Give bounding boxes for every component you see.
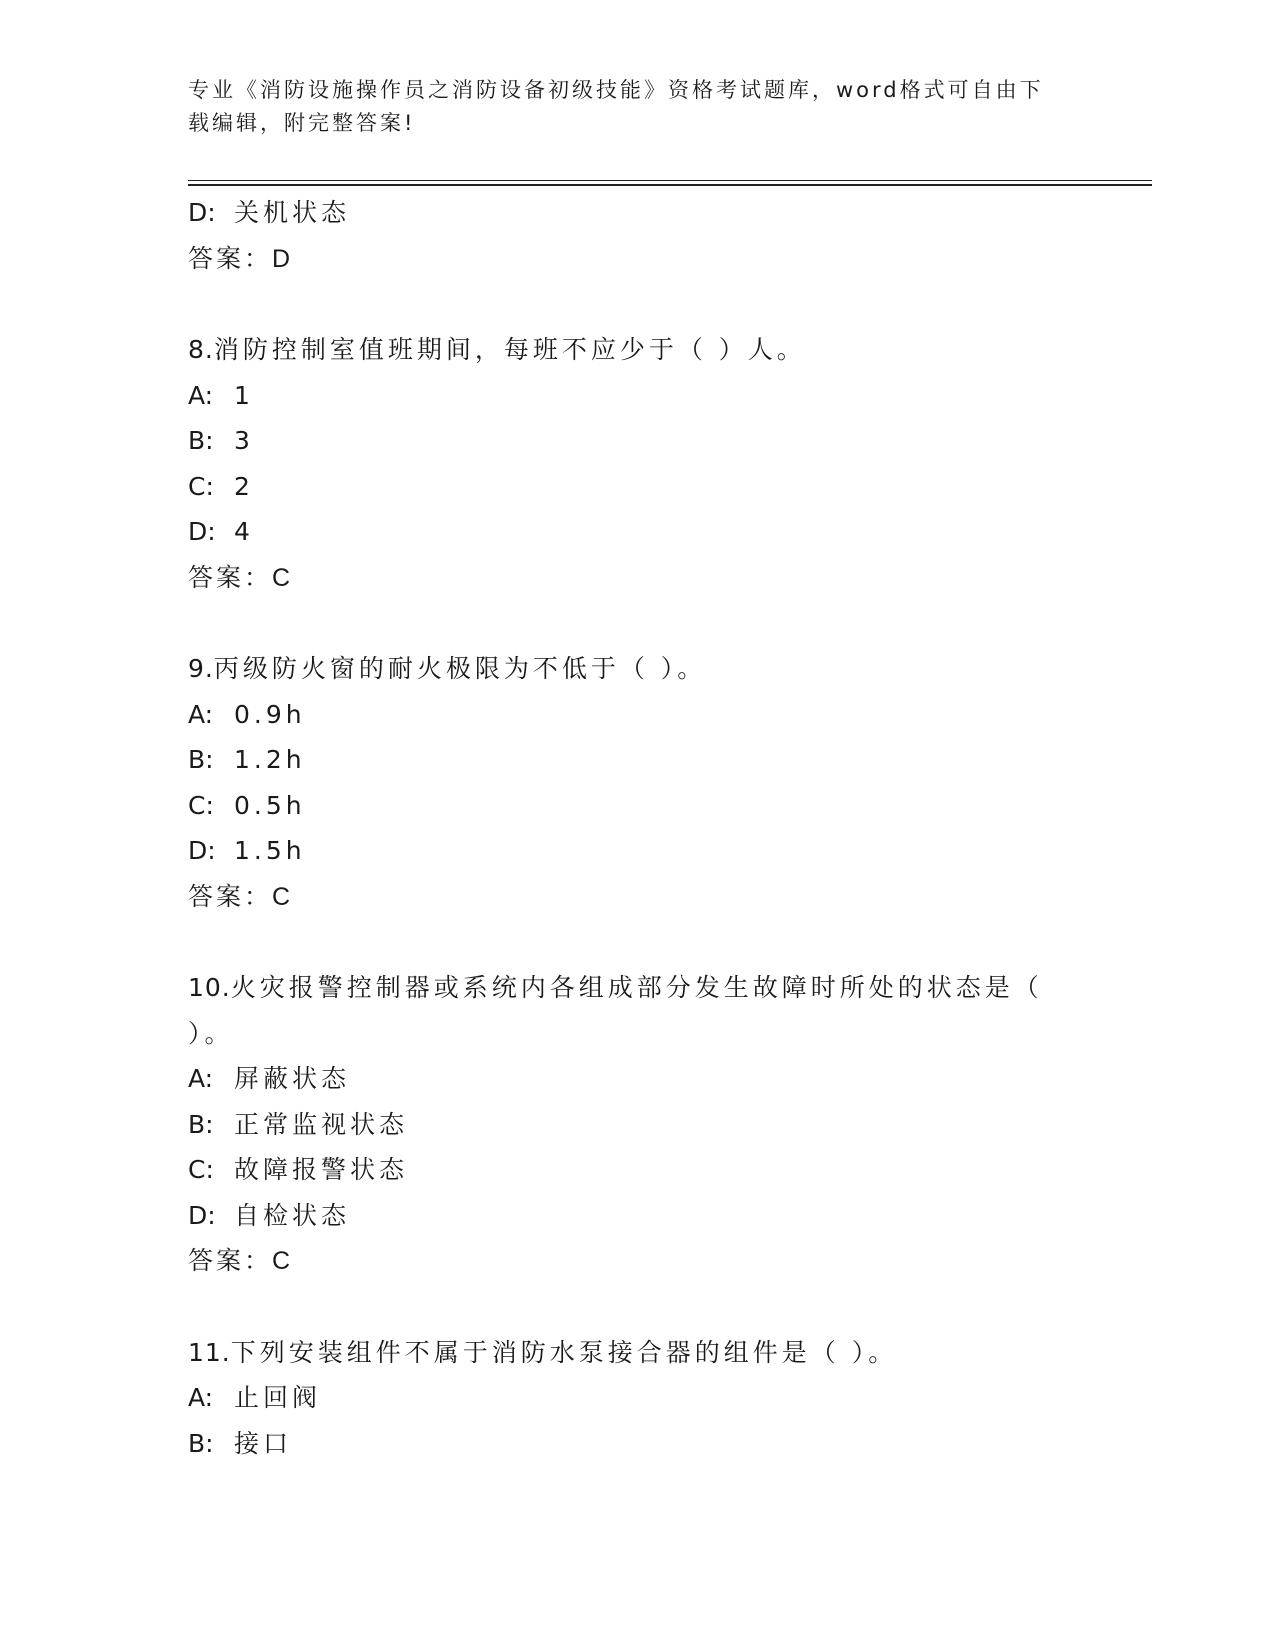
option-text: 4 xyxy=(234,517,254,546)
answer-label: 答案： xyxy=(188,1246,273,1275)
option-letter: D: xyxy=(188,1200,216,1230)
answer-row xyxy=(188,874,1152,920)
header-line-2: 载编辑，附完整答案! xyxy=(188,111,416,135)
header-line-1: 专业《消防设施操作员之消防设备初级技能》资格考试题库，word格式可自由下 xyxy=(188,78,1044,102)
answer-value: D xyxy=(272,244,292,273)
question-number: 8. xyxy=(188,335,214,364)
option-letter: B: xyxy=(188,1109,214,1139)
option-letter: A: xyxy=(188,1383,214,1412)
option-text: 1.2h xyxy=(234,745,306,774)
option-row xyxy=(188,692,1152,738)
option-row xyxy=(188,783,1152,829)
option-letter: B: xyxy=(188,1428,214,1458)
document-header xyxy=(188,74,1068,140)
question-stem xyxy=(188,965,1152,1056)
answer-label: 答案： xyxy=(188,562,273,592)
option-row xyxy=(188,190,1152,236)
header-divider-thin xyxy=(188,180,1152,181)
option-letter: A: xyxy=(188,699,214,729)
question-number: 11. xyxy=(188,1337,231,1367)
option-letter: C: xyxy=(188,471,214,501)
option-text: 正常监视状态 xyxy=(234,1109,409,1139)
question-stem xyxy=(188,1330,1152,1376)
option-letter: A: xyxy=(188,380,214,410)
option-letter: C: xyxy=(188,1155,214,1184)
answer-value: C xyxy=(272,563,292,592)
option-text: 0.9h xyxy=(234,699,306,729)
option-letter: B: xyxy=(188,745,214,774)
question-text-line-2: ）。 xyxy=(188,1018,234,1048)
header-divider-thick xyxy=(188,184,1152,186)
answer-label: 答案： xyxy=(188,881,273,911)
option-letter: B: xyxy=(188,426,214,455)
option-text: 止回阀 xyxy=(234,1383,322,1412)
option-text: 1 xyxy=(234,380,254,410)
option-letter: C: xyxy=(188,790,214,820)
question-text: 下列安装组件不属于消防水泵接合器的组件是（ ）。 xyxy=(230,1337,898,1367)
option-text: 0.5h xyxy=(234,790,306,820)
question-stem xyxy=(188,646,1152,692)
option-text: 故障报警状态 xyxy=(234,1155,409,1184)
option-row xyxy=(188,418,1152,464)
answer-row xyxy=(188,555,1152,601)
question-text: 消防控制室值班期间，每班不应少于（ ）人。 xyxy=(213,335,806,364)
question-text: 丙级防火窗的耐火极限为不低于（ ）。 xyxy=(213,654,707,683)
option-row xyxy=(188,1375,1152,1421)
option-row xyxy=(188,509,1152,555)
answer-row xyxy=(188,1238,1152,1284)
option-letter: D: xyxy=(188,517,216,546)
option-text: 接口 xyxy=(234,1428,293,1458)
option-row xyxy=(188,828,1152,874)
option-row xyxy=(188,1056,1152,1102)
option-row xyxy=(188,1147,1152,1193)
option-row xyxy=(188,1102,1152,1148)
answer-label: 答案： xyxy=(188,243,273,273)
option-letter: D: xyxy=(188,836,216,865)
answer-value: C xyxy=(272,1247,292,1275)
option-row xyxy=(188,1193,1152,1239)
option-text: 自检状态 xyxy=(234,1200,351,1230)
option-row xyxy=(188,1421,1152,1467)
option-text: 2 xyxy=(234,471,254,501)
option-row xyxy=(188,464,1152,510)
question-list xyxy=(188,190,1152,1466)
answer-row xyxy=(188,236,1152,282)
question-number: 9. xyxy=(188,654,214,683)
question-text-line-1: 火灾报警控制器或系统内各组成部分发生故障时所处的状态是（ xyxy=(230,973,1043,1002)
option-letter: A: xyxy=(188,1064,214,1093)
option-letter: D: xyxy=(188,198,216,227)
option-text: 3 xyxy=(234,426,254,455)
answer-value: C xyxy=(272,882,292,911)
question-stem xyxy=(188,327,1152,373)
option-row xyxy=(188,737,1152,783)
option-text: 屏蔽状态 xyxy=(234,1064,351,1093)
option-row xyxy=(188,373,1152,419)
option-text: 关机状态 xyxy=(234,198,351,227)
question-number: 10. xyxy=(188,973,231,1002)
option-text: 1.5h xyxy=(234,836,306,865)
